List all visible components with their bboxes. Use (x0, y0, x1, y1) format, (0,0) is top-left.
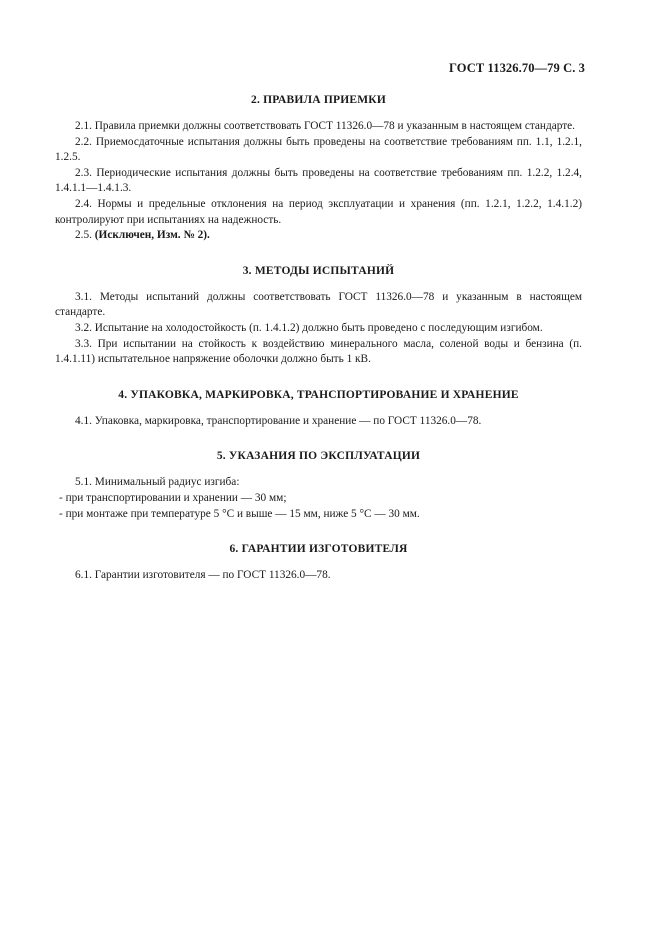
page-header: ГОСТ 11326.70—79 С. 3 (449, 61, 585, 75)
section-acceptance-rules (55, 92, 582, 244)
paragraph-2-4: 2.4. Нормы и предельные отклонения на период эксплуатации и хранения (пп. 1.2.1, 1.2.2, 1.4.1.2) контролируют при испытаниях на надежность. (55, 197, 582, 226)
paragraph-6-1: 6.1. Гарантии изготовителя — по ГОСТ 11326.0—78. (75, 569, 331, 582)
paragraph-3-1: 3.1. Методы испытаний должны соответствовать ГОСТ 11326.0—78 и указанным в настоящем стандарте. (55, 290, 582, 319)
list-item: - при монтаже при температуре 5 °С и выше — 15 мм, ниже 5 °С — 30 мм. (59, 507, 420, 520)
paragraph-2-5 (55, 228, 582, 244)
section-title: 2. ПРАВИЛА ПРИЕМКИ (251, 94, 386, 106)
paragraph-number: 2.5. (75, 229, 92, 242)
paragraph-2-2: 2.2. Приемосдаточные испытания должны быть проведены на соответствие требованиям пп. 1.1, 1.2.1, 1.2.5. (55, 135, 582, 164)
section-title: 3. МЕТОДЫ ИСПЫТАНИЙ (242, 264, 395, 277)
paragraph-2-3: 2.3. Периодические испытания должны быть проведены на соответствие требованиям пп. 1.2.2, 1.2.4, 1.4.1.1—1.4.1.3. (55, 166, 582, 195)
section-test-methods (55, 263, 582, 368)
excluded-note: (Исключен, Изм. № 2). (94, 229, 210, 242)
section-packaging (55, 387, 582, 430)
paragraph-5-1: 5.1. Минимальный радиус изгиба: (75, 476, 240, 489)
paragraph-4-1: 4.1. Упаковка, маркировка, транспортирование и хранение — по ГОСТ 11326.0—78. (75, 414, 482, 427)
document-body (55, 92, 582, 603)
paragraph-3-3: 3.3. При испытании на стойкость к воздействию минерального масла, соленой воды и бензина (п. 1.4.1.11) испытательное напряжение оболочки должно быть 1 кВ. (55, 337, 582, 366)
section-warranty (55, 541, 582, 584)
paragraph-3-2: 3.2. Испытание на холодостойкость (п. 1.4.1.2) должно быть проведено с последующим изгибом. (75, 321, 543, 334)
section-title: 6. ГАРАНТИИ ИЗГОТОВИТЕЛЯ (229, 543, 408, 556)
list-item: - при транспортировании и хранении — 30 мм; (59, 491, 287, 504)
paragraph-2-1: 2.1. Правила приемки должны соответствовать ГОСТ 11326.0—78 и указанным в настоящем стандарте. (75, 120, 576, 132)
section-title: 5. УКАЗАНИЯ ПО ЭКСПЛУАТАЦИИ (216, 450, 421, 463)
section-title: 4. УПАКОВКА, МАРКИРОВКА, ТРАНСПОРТИРОВАНИЕ И ХРАНЕНИЕ (118, 388, 519, 401)
section-operation (55, 448, 582, 522)
